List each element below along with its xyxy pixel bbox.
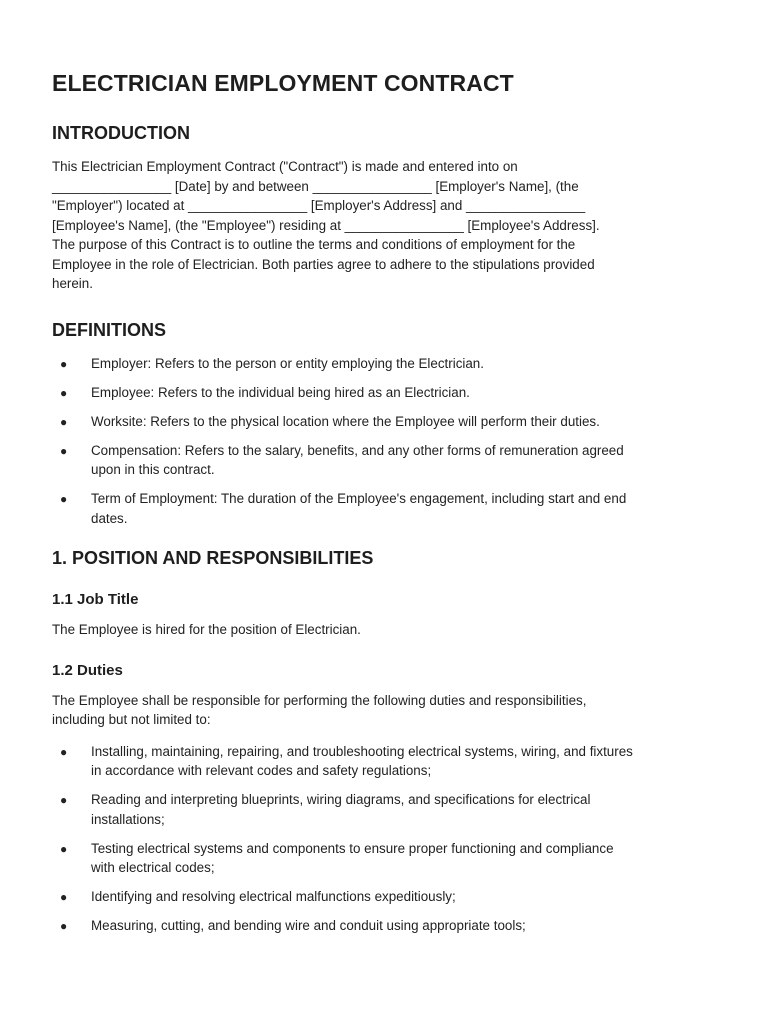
definition-item: [52, 441, 720, 480]
bullet-icon: ●: [60, 492, 68, 506]
definition-text: Worksite: Refers to the physical location where the Employee will perform their duties.: [91, 413, 600, 429]
duty-text: in accordance with relevant codes and safety regulations;: [91, 763, 432, 778]
duties-intro-line: The Employee shall be responsible for performing the following duties and responsibilities,: [52, 692, 587, 708]
duty-item: [52, 916, 720, 936]
duties-list: [52, 742, 720, 936]
duty-item: [52, 887, 720, 907]
duty-text: Identifying and resolving electrical malfunctions expeditiously;: [91, 889, 456, 904]
definition-text: Employer: Refers to the person or entity employing the Electrician.: [91, 355, 484, 371]
definition-text: Compensation: Refers to the salary, benefits, and any other forms of remuneration agreed: [91, 442, 624, 458]
intro-line: This Electrician Employment Contract ("Contract") is made and entered into on: [52, 159, 518, 174]
duty-item: [52, 839, 720, 878]
duty-text: with electrical codes;: [91, 860, 215, 875]
duty-item: [52, 790, 720, 829]
bullet-icon: ●: [60, 890, 68, 904]
duty-text: Reading and interpreting blueprints, wiring diagrams, and specifications for electrical: [91, 792, 591, 807]
definition-item: [52, 354, 720, 374]
job-title-text: The Employee is hired for the position of Electrician.: [52, 622, 361, 637]
duties-intro: [52, 691, 720, 730]
definition-item: [52, 412, 720, 432]
bullet-icon: ●: [60, 919, 68, 933]
bullet-icon: ●: [60, 793, 68, 807]
bullet-icon: ●: [60, 744, 68, 759]
definition-text: Employee: Refers to the individual being hired as an Electrician.: [91, 384, 470, 400]
duty-text: installations;: [91, 811, 165, 827]
intro-line: Employee in the role of Electrician. Both parties agree to adhere to the stipulations provided: [52, 256, 595, 272]
definitions-list: [52, 354, 720, 529]
duty-item: [52, 742, 720, 781]
document-title: ELECTRICIAN EMPLOYMENT CONTRACT: [52, 70, 514, 96]
bullet-icon: ●: [60, 443, 68, 458]
definition-text: dates.: [91, 510, 128, 526]
position-heading: 1. POSITION AND RESPONSIBILITIES: [52, 548, 374, 568]
bullet-icon: ●: [60, 356, 68, 371]
duty-text: Testing electrical systems and components to ensure proper functioning and compliance: [91, 840, 614, 856]
duties-intro-line: including but not limited to:: [52, 712, 211, 727]
bullet-icon: ●: [60, 414, 68, 429]
definition-text: upon in this contract.: [91, 462, 215, 477]
bullet-icon: ●: [60, 841, 68, 856]
intro-line: The purpose of this Contract is to outline the terms and conditions of employment for the: [52, 237, 576, 252]
definition-text: Term of Employment: The duration of the Employee's engagement, including start and end: [91, 491, 627, 506]
definition-item: [52, 383, 720, 403]
intro-line: [Employee's Name], (the "Employee") residing at ________________ [Employee's Address].: [52, 217, 600, 233]
introduction-heading: INTRODUCTION: [52, 123, 190, 143]
definitions-heading: DEFINITIONS: [52, 319, 167, 340]
intro-line: herein.: [52, 276, 93, 291]
bullet-icon: ●: [60, 385, 68, 400]
definition-item: [52, 489, 720, 528]
introduction-paragraph: [52, 157, 720, 294]
job-title-heading: 1.1 Job Title: [52, 591, 139, 608]
duties-heading: 1.2 Duties: [52, 661, 123, 679]
intro-line: "Employer") located at ________________ [Employer's Address] and ________________: [52, 198, 586, 213]
duty-text: Installing, maintaining, repairing, and troubleshooting electrical systems, wiring, and fixtures: [91, 743, 633, 759]
intro-line: ________________ [Date] by and between ________________ [Employer's Name], (the: [52, 178, 579, 194]
duty-text: Measuring, cutting, and bending wire and conduit using appropriate tools;: [91, 918, 526, 933]
